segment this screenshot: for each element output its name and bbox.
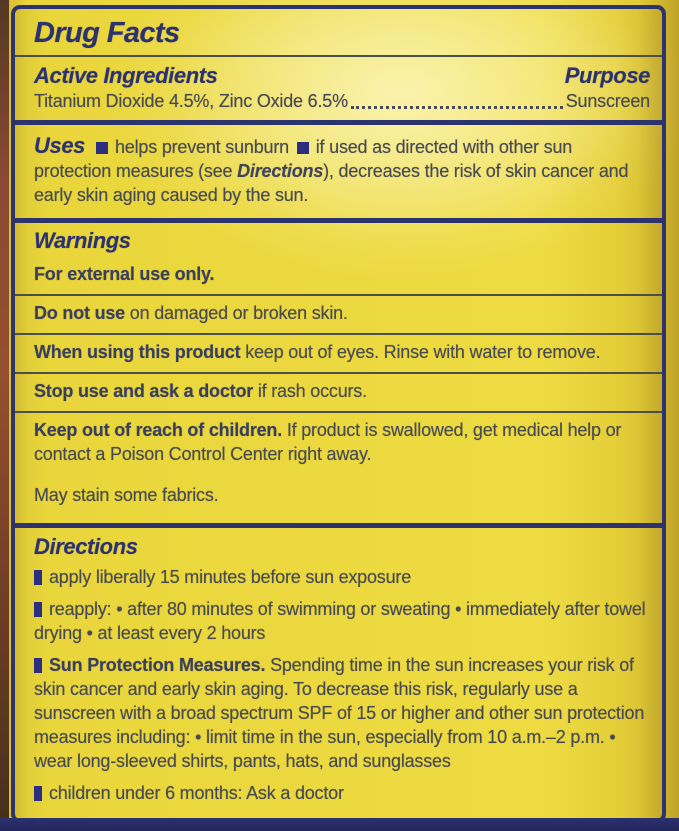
square-bullet-icon [34, 786, 42, 801]
dotted-leader [351, 106, 563, 109]
bottle-edge-shadow [0, 0, 9, 831]
uses-bullet-2-post: ), decreases the risk of skin cancer and early skin aging caused by the sun. [34, 161, 629, 205]
drug-facts-panel [11, 5, 666, 823]
warning-row [34, 474, 650, 515]
warning-lead: Do not use [34, 303, 125, 324]
purpose-heading: Purpose [564, 62, 650, 88]
uses-section [15, 125, 662, 218]
warning-text: if rash occurs. [253, 381, 367, 402]
warning-lead: Keep out of reach of children. [34, 419, 283, 440]
ingredients-text: Titanium Dioxide 4.5%, Zinc Oxide 6.5% [34, 91, 348, 112]
warning-lead: When using this product [34, 342, 241, 363]
direction-text: apply liberally 15 minutes before sun exposure [49, 567, 412, 588]
direction-row [34, 778, 650, 810]
uses-bullet-1: helps prevent sunburn [115, 137, 289, 158]
direction-text: reapply: • after 80 minutes of swimming or sweating • immediately after towel drying • at least every 2 hours [34, 599, 646, 643]
warning-lead: Stop use and ask a doctor [34, 381, 254, 402]
direction-text: Spending time in the sun increases your risk of skin cancer and early skin aging. To decrease this risk, regularly use a sunscreen with a broad spectrum SPF of 15 or higher and other sun protection measures including: • limit time in the sun, especially from 10 a.m.–2 p.m. • wear long-sleeved shirts, pants, hats, and sunglasses [34, 654, 645, 771]
warning-text: If product is swallowed, get medical help or contact a Poison Control Center right away. [34, 419, 622, 464]
square-bullet-icon [34, 602, 42, 617]
warning-text: May stain some fabrics. [34, 484, 219, 505]
warning-text: on damaged or broken skin. [125, 303, 348, 324]
uses-paragraph [34, 133, 650, 208]
warnings-heading: Warnings [34, 227, 131, 253]
warning-row [34, 296, 650, 333]
warning-row [34, 413, 650, 474]
active-ingredients-section [15, 57, 662, 120]
warnings-section [15, 223, 662, 523]
uses-directions-ref: Directions [237, 161, 324, 182]
direction-lead: Sun Protection Measures. [49, 654, 266, 675]
drug-facts-header [15, 9, 662, 55]
square-bullet-icon [34, 570, 42, 585]
directions-section [15, 528, 662, 816]
purpose-value: Sunscreen [565, 91, 650, 112]
label-bottom-band [0, 818, 679, 831]
active-ingredients-value-row [34, 90, 650, 114]
directions-heading: Directions [34, 533, 138, 559]
panel-title: Drug Facts [34, 17, 180, 49]
warning-row [34, 257, 650, 294]
square-bullet-icon [34, 658, 42, 673]
uses-bullet-2-pre: if used as directed with other sun protection measures (see [34, 137, 573, 182]
warning-text: keep out of eyes. Rinse with water to remove. [240, 342, 601, 363]
active-ingredients-heading: Active Ingredients [34, 62, 218, 88]
warning-row [34, 335, 650, 372]
warning-lead: For external use only. [34, 264, 215, 285]
square-bullet-icon [96, 142, 108, 154]
direction-row [34, 594, 650, 650]
direction-row [34, 650, 650, 778]
direction-row [34, 562, 650, 594]
direction-text: children under 6 months: Ask a doctor [49, 782, 344, 803]
warning-row [34, 374, 650, 411]
active-ingredients-heading-row [34, 63, 650, 88]
uses-heading: Uses [34, 133, 85, 159]
square-bullet-icon [297, 142, 309, 154]
